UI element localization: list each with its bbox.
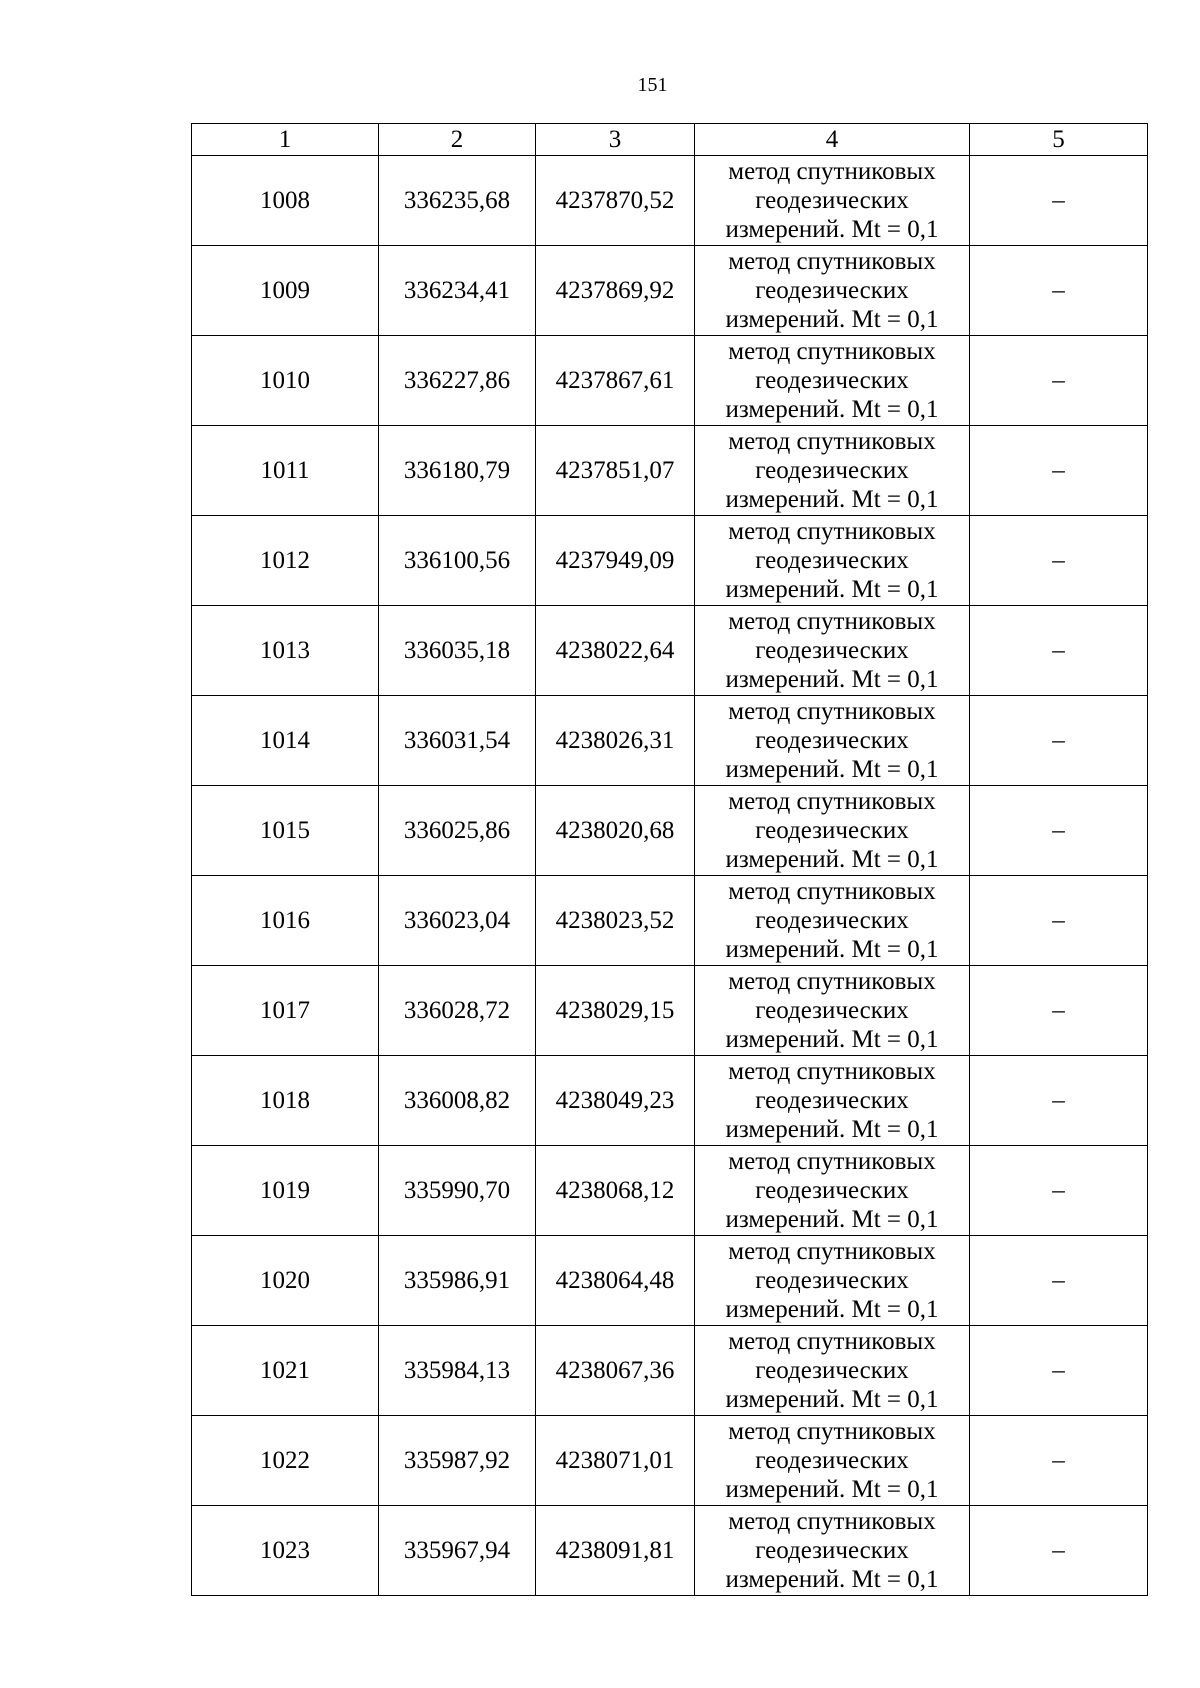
method-line: метод спутниковых [728,1418,936,1445]
table-row [192,246,1148,336]
table-row [192,426,1148,516]
table-row [192,336,1148,426]
y-coordinate-cell: 4238067,36 [536,1326,695,1416]
method-cell [695,696,970,786]
method-cell [695,1056,970,1146]
coordinates-table [191,123,1148,1596]
point-number-cell: 1018 [192,1056,379,1146]
method-line: геодезических [755,1177,909,1204]
method-line: метод спутниковых [728,158,936,185]
method-line: метод спутниковых [728,1238,936,1265]
header-cell: 1 [192,124,379,156]
method-line: геодезических [755,547,909,574]
y-coordinate-cell: 4238068,12 [536,1146,695,1236]
table-row [192,1146,1148,1236]
method-line: геодезических [755,187,909,214]
x-coordinate-cell: 335986,91 [379,1236,536,1326]
point-number-cell: 1014 [192,696,379,786]
x-coordinate-cell: 335990,70 [379,1146,536,1236]
table-row [192,1326,1148,1416]
method-line: измерений. Mt = 0,1 [725,936,939,963]
method-line: метод спутниковых [728,608,936,635]
x-coordinate-cell: 335984,13 [379,1326,536,1416]
point-number-cell: 1012 [192,516,379,606]
method-cell [695,246,970,336]
header-cell: 2 [379,124,536,156]
method-line: геодезических [755,637,909,664]
note-cell: – [970,1236,1148,1326]
point-number-cell: 1013 [192,606,379,696]
method-line: метод спутниковых [728,878,936,905]
point-number-cell: 1023 [192,1506,379,1596]
method-line: геодезических [755,727,909,754]
y-coordinate-cell: 4238029,15 [536,966,695,1056]
x-coordinate-cell: 336023,04 [379,876,536,966]
x-coordinate-cell: 335987,92 [379,1416,536,1506]
point-number-cell: 1016 [192,876,379,966]
header-row [192,124,1148,156]
method-line: метод спутниковых [728,248,936,275]
method-line: измерений. Mt = 0,1 [725,1206,939,1233]
table-row [192,1506,1148,1596]
method-line: геодезических [755,457,909,484]
table-row [192,696,1148,786]
method-cell [695,516,970,606]
note-cell: – [970,516,1148,606]
x-coordinate-cell: 336227,86 [379,336,536,426]
method-cell [695,786,970,876]
method-line: геодезических [755,1087,909,1114]
y-coordinate-cell: 4237869,92 [536,246,695,336]
x-coordinate-cell: 335967,94 [379,1506,536,1596]
y-coordinate-cell: 4238091,81 [536,1506,695,1596]
note-cell: – [970,1326,1148,1416]
method-line: геодезических [755,277,909,304]
point-number-cell: 1011 [192,426,379,516]
method-line: измерений. Mt = 0,1 [725,1296,939,1323]
point-number-cell: 1015 [192,786,379,876]
method-line: геодезических [755,1357,909,1384]
y-coordinate-cell: 4238022,64 [536,606,695,696]
table-row [192,1056,1148,1146]
x-coordinate-cell: 336035,18 [379,606,536,696]
y-coordinate-cell: 4238071,01 [536,1416,695,1506]
method-line: измерений. Mt = 0,1 [725,846,939,873]
header-cell: 3 [536,124,695,156]
note-cell: – [970,966,1148,1056]
table-body [192,156,1148,1596]
method-line: измерений. Mt = 0,1 [725,1026,939,1053]
y-coordinate-cell: 4237851,07 [536,426,695,516]
x-coordinate-cell: 336234,41 [379,246,536,336]
x-coordinate-cell: 336025,86 [379,786,536,876]
y-coordinate-cell: 4238020,68 [536,786,695,876]
method-cell [695,1506,970,1596]
y-coordinate-cell: 4237870,52 [536,156,695,246]
point-number-cell: 1017 [192,966,379,1056]
method-line: измерений. Mt = 0,1 [725,666,939,693]
y-coordinate-cell: 4237949,09 [536,516,695,606]
method-line: метод спутниковых [728,338,936,365]
note-cell: – [970,246,1148,336]
header-cell: 5 [970,124,1148,156]
y-coordinate-cell: 4238023,52 [536,876,695,966]
method-line: геодезических [755,367,909,394]
method-line: геодезических [755,907,909,934]
note-cell: – [970,1146,1148,1236]
note-cell: – [970,1416,1148,1506]
method-line: измерений. Mt = 0,1 [725,1566,939,1593]
table-row [192,516,1148,606]
note-cell: – [970,876,1148,966]
header-cell: 4 [695,124,970,156]
table-row [192,1236,1148,1326]
method-line: геодезических [755,1537,909,1564]
method-cell [695,336,970,426]
point-number-cell: 1020 [192,1236,379,1326]
x-coordinate-cell: 336235,68 [379,156,536,246]
note-cell: – [970,606,1148,696]
point-number-cell: 1021 [192,1326,379,1416]
point-number-cell: 1009 [192,246,379,336]
x-coordinate-cell: 336100,56 [379,516,536,606]
method-line: метод спутниковых [728,788,936,815]
point-number-cell: 1019 [192,1146,379,1236]
note-cell: – [970,1056,1148,1146]
method-line: геодезических [755,1447,909,1474]
method-cell [695,966,970,1056]
method-line: геодезических [755,817,909,844]
method-line: измерений. Mt = 0,1 [725,306,939,333]
y-coordinate-cell: 4237867,61 [536,336,695,426]
y-coordinate-cell: 4238026,31 [536,696,695,786]
point-number-cell: 1010 [192,336,379,426]
method-line: метод спутниковых [728,428,936,455]
method-line: измерений. Mt = 0,1 [725,756,939,783]
y-coordinate-cell: 4238064,48 [536,1236,695,1326]
note-cell: – [970,426,1148,516]
method-line: метод спутниковых [728,1148,936,1175]
y-coordinate-cell: 4238049,23 [536,1056,695,1146]
x-coordinate-cell: 336028,72 [379,966,536,1056]
note-cell: – [970,696,1148,786]
table-row [192,1416,1148,1506]
point-number-cell: 1022 [192,1416,379,1506]
note-cell: – [970,786,1148,876]
table-row [192,606,1148,696]
method-line: метод спутниковых [728,1508,936,1535]
note-cell: – [970,336,1148,426]
method-cell [695,606,970,696]
method-line: метод спутниковых [728,518,936,545]
method-line: геодезических [755,1267,909,1294]
method-cell [695,426,970,516]
note-cell: – [970,1506,1148,1596]
method-line: измерений. Mt = 0,1 [725,396,939,423]
method-line: измерений. Mt = 0,1 [725,1476,939,1503]
method-line: измерений. Mt = 0,1 [725,576,939,603]
method-line: геодезических [755,997,909,1024]
method-line: измерений. Mt = 0,1 [725,1116,939,1143]
method-cell [695,1236,970,1326]
table-row [192,966,1148,1056]
method-line: метод спутниковых [728,1058,936,1085]
x-coordinate-cell: 336008,82 [379,1056,536,1146]
method-line: метод спутниковых [728,698,936,725]
method-cell [695,1326,970,1416]
table-row [192,156,1148,246]
x-coordinate-cell: 336180,79 [379,426,536,516]
method-cell [695,156,970,246]
table-header [192,124,1148,156]
method-line: измерений. Mt = 0,1 [725,216,939,243]
method-cell [695,1416,970,1506]
method-cell [695,876,970,966]
x-coordinate-cell: 336031,54 [379,696,536,786]
table-row [192,786,1148,876]
method-cell [695,1146,970,1236]
method-line: метод спутниковых [728,1328,936,1355]
note-cell: – [970,156,1148,246]
method-line: измерений. Mt = 0,1 [725,1386,939,1413]
page-number: 151 [637,74,668,96]
point-number-cell: 1008 [192,156,379,246]
method-line: метод спутниковых [728,968,936,995]
table-row [192,876,1148,966]
method-line: измерений. Mt = 0,1 [725,486,939,513]
